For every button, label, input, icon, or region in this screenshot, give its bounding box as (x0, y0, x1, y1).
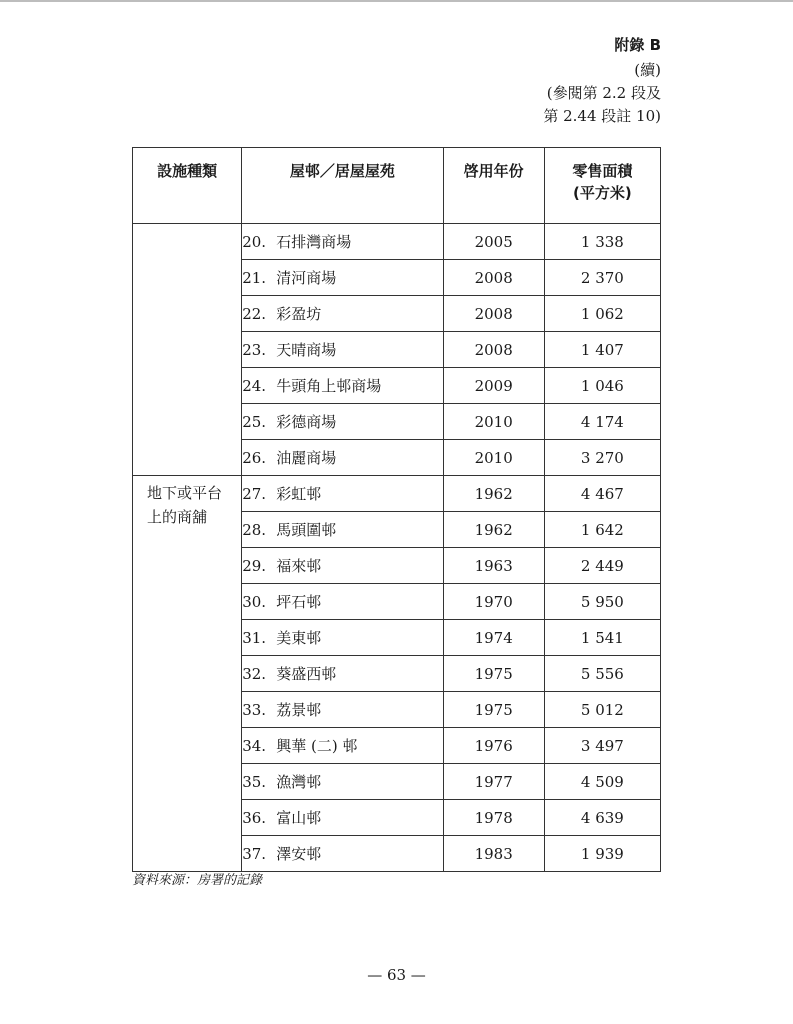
year-cell: 1974 (443, 620, 544, 656)
facility-type-cell-group-1 (133, 224, 242, 476)
row-number: 27. (242, 485, 267, 503)
row-number: 33. (242, 701, 267, 719)
estate-cell (242, 656, 443, 692)
area-cell: 4 509 (544, 764, 660, 800)
area-cell: 5 556 (544, 656, 660, 692)
area-cell: 4 174 (544, 404, 660, 440)
row-number: 29. (242, 557, 267, 575)
estate-cell (242, 332, 443, 368)
area-cell: 1 338 (544, 224, 660, 260)
facility-type-label-line2: 上的商舖 (147, 508, 208, 526)
row-number: 21. (242, 269, 267, 287)
area-cell: 1 407 (544, 332, 660, 368)
estate-name: 荔景邨 (276, 701, 322, 719)
year-cell: 2010 (443, 440, 544, 476)
estate-cell (242, 584, 443, 620)
estate-cell (242, 836, 443, 872)
year-cell: 1978 (443, 800, 544, 836)
estate-cell (242, 692, 443, 728)
year-cell: 2009 (443, 368, 544, 404)
row-number: 25. (242, 413, 267, 431)
estate-cell (242, 800, 443, 836)
year-cell: 1976 (443, 728, 544, 764)
row-number: 36. (242, 809, 267, 827)
appendix-label: 附錄 B (614, 36, 661, 54)
estate-cell (242, 548, 443, 584)
area-cell: 2 370 (544, 260, 660, 296)
year-cell: 2008 (443, 296, 544, 332)
estate-name: 葵盛西邨 (276, 665, 337, 683)
facility-type-label-line1: 地下或平台 (147, 484, 223, 502)
header-retail-area-line1: 零售面積 (572, 162, 633, 180)
row-number: 30. (242, 593, 267, 611)
estate-cell (242, 440, 443, 476)
facility-type-cell-group-2 (133, 476, 242, 872)
estate-name: 美東邨 (276, 629, 322, 647)
estate-cell (242, 476, 443, 512)
estate-cell (242, 404, 443, 440)
year-cell: 1962 (443, 476, 544, 512)
year-cell: 2005 (443, 224, 544, 260)
header-estate: 屋邨／居屋屋苑 (242, 148, 443, 224)
estate-name: 興華 (二) 邨 (276, 737, 358, 755)
area-cell: 1 939 (544, 836, 660, 872)
year-cell: 1970 (443, 584, 544, 620)
year-cell: 1975 (443, 656, 544, 692)
estate-cell (242, 296, 443, 332)
area-cell: 5 950 (544, 584, 660, 620)
continued-label: (續) (634, 61, 661, 79)
table-row (133, 476, 661, 512)
year-cell: 1962 (443, 512, 544, 548)
estate-name: 馬頭圍邨 (276, 521, 337, 539)
estate-name: 清河商場 (276, 269, 337, 287)
estate-cell (242, 512, 443, 548)
area-cell: 4 467 (544, 476, 660, 512)
year-cell: 2010 (443, 404, 544, 440)
row-number: 28. (242, 521, 267, 539)
row-number: 23. (242, 341, 267, 359)
area-cell: 1 046 (544, 368, 660, 404)
estate-name: 彩虹邨 (276, 485, 322, 503)
estate-name: 漁灣邨 (276, 773, 322, 791)
estate-name: 澤安邨 (276, 845, 322, 863)
reference-line-1: (參閱第 2.2 段及 (546, 84, 661, 102)
estate-name: 牛頭角上邨商場 (276, 377, 382, 395)
row-number: 24. (242, 377, 267, 395)
estate-name: 福來邨 (276, 557, 322, 575)
estate-name: 天晴商場 (276, 341, 337, 359)
year-cell: 2008 (443, 260, 544, 296)
row-number: 35. (242, 773, 267, 791)
row-number: 31. (242, 629, 267, 647)
estate-cell (242, 260, 443, 296)
header-facility-type: 設施種類 (133, 148, 242, 224)
estate-cell (242, 764, 443, 800)
area-cell: 1 062 (544, 296, 660, 332)
estate-name: 石排灣商場 (276, 233, 352, 251)
row-number: 22. (242, 305, 267, 323)
estate-name: 彩盈坊 (276, 305, 322, 323)
area-cell: 2 449 (544, 548, 660, 584)
area-cell: 5 012 (544, 692, 660, 728)
estate-cell (242, 728, 443, 764)
row-number: 34. (242, 737, 267, 755)
page-number: — 63 — (367, 966, 426, 984)
header-year: 啓用年份 (443, 148, 544, 224)
year-cell: 1983 (443, 836, 544, 872)
estate-cell (242, 224, 443, 260)
estate-name: 彩德商場 (276, 413, 337, 431)
estate-name: 富山邨 (276, 809, 322, 827)
row-number: 37. (242, 845, 267, 863)
source-note: 資料來源：房署的記錄 (132, 873, 263, 888)
area-cell: 1 541 (544, 620, 660, 656)
year-cell: 1963 (443, 548, 544, 584)
estate-name: 坪石邨 (276, 593, 322, 611)
estate-name: 油麗商場 (276, 449, 337, 467)
table-row (133, 224, 661, 260)
top-border-line (0, 0, 793, 2)
year-cell: 1977 (443, 764, 544, 800)
area-cell: 3 270 (544, 440, 660, 476)
estate-cell (242, 368, 443, 404)
area-cell: 3 497 (544, 728, 660, 764)
area-cell: 4 639 (544, 800, 660, 836)
header-retail-area (544, 148, 660, 224)
row-number: 20. (242, 233, 267, 251)
header-retail-area-line2: (平方米) (573, 184, 632, 202)
year-cell: 2008 (443, 332, 544, 368)
row-number: 26. (242, 449, 267, 467)
retail-facilities-table (132, 147, 661, 872)
year-cell: 1975 (443, 692, 544, 728)
area-cell: 1 642 (544, 512, 660, 548)
estate-cell (242, 620, 443, 656)
reference-line-2: 第 2.44 段註 10) (543, 107, 661, 125)
row-number: 32. (242, 665, 267, 683)
table-header-row (133, 148, 661, 224)
